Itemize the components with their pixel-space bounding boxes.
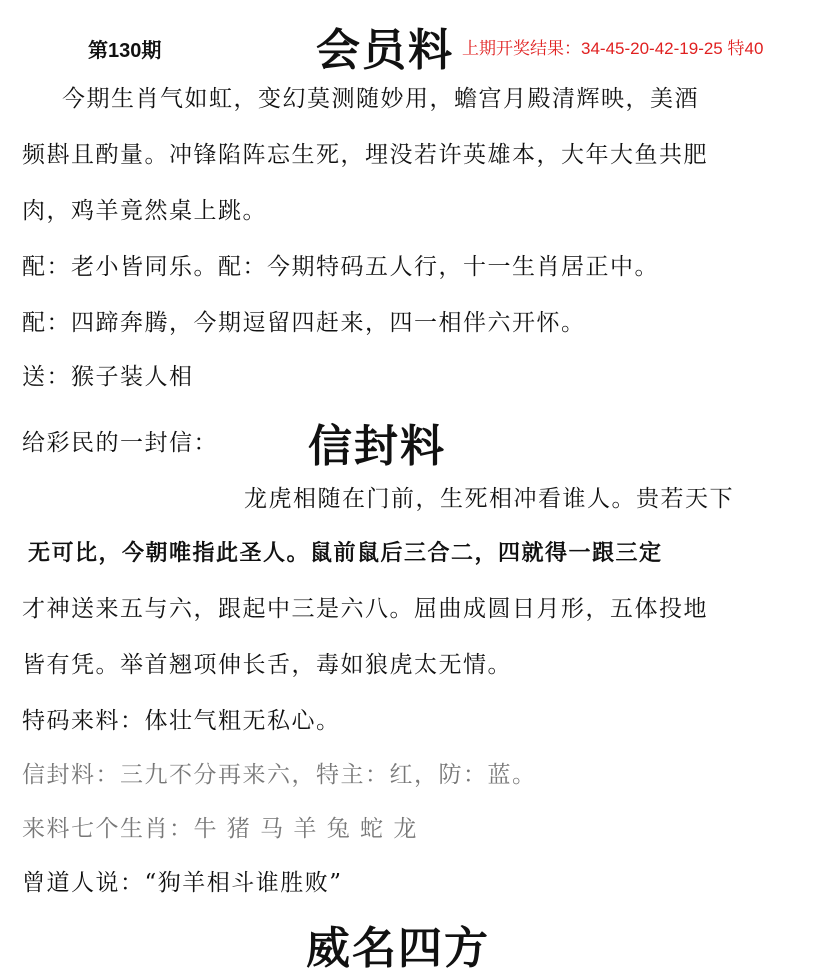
taoist-line: 曾道人说：“狗羊相斗谁胜败” [22, 870, 343, 896]
special-code-line: 特码来料：体壮气粗无私心。 [22, 708, 341, 734]
footer-title: 威名四方 [306, 923, 490, 974]
letter-line-4: 皆有凭。举首翘项伸长舌，毒如狼虎太无情。 [22, 652, 512, 678]
letter-intro: 给彩民的一封信： [22, 430, 218, 456]
pairing-line-2: 配：四蹄奔腾，今期逗留四赶来，四一相伴六开怀。 [22, 310, 586, 336]
last-draw-result: 上期开奖结果：34-45-20-42-19-25 特40 [462, 39, 764, 58]
pairing-line-1: 配：老小皆同乐。配：今期特码五人行，十一生肖居正中。 [22, 254, 659, 280]
zodiac-line: 来料七个生肖：牛 猪 马 羊 兔 蛇 龙 [22, 816, 418, 842]
poem-line-2: 频斟且酌量。冲锋陷阵忘生死，埋没若许英雄本，大年大鱼共肥 [22, 142, 708, 168]
letter-line-3: 才神送来五与六，跟起中三是六八。屈曲成圆日月形，五体投地 [22, 596, 708, 622]
page-title: 会员料 [316, 25, 454, 76]
issue-number: 第130期 [88, 40, 162, 62]
letter-line-2: 无可比，今朝唯指此圣人。鼠前鼠后三合二，四就得一跟三定 [28, 540, 663, 566]
letter-title: 信封料 [308, 421, 446, 472]
envelope-line: 信封料：三九不分再来六，特主：红，防：蓝。 [22, 762, 537, 788]
poem-line-1: 今期生肖气如虹，变幻莫测随妙用，蟾宫月殿清辉映，美酒 [62, 86, 699, 112]
poem-line-3: 肉，鸡羊竟然桌上跳。 [22, 198, 267, 224]
letter-line-1: 龙虎相随在门前，生死相冲看谁人。贵若天下 [244, 486, 734, 512]
send-line: 送：猴子装人相 [22, 364, 194, 390]
